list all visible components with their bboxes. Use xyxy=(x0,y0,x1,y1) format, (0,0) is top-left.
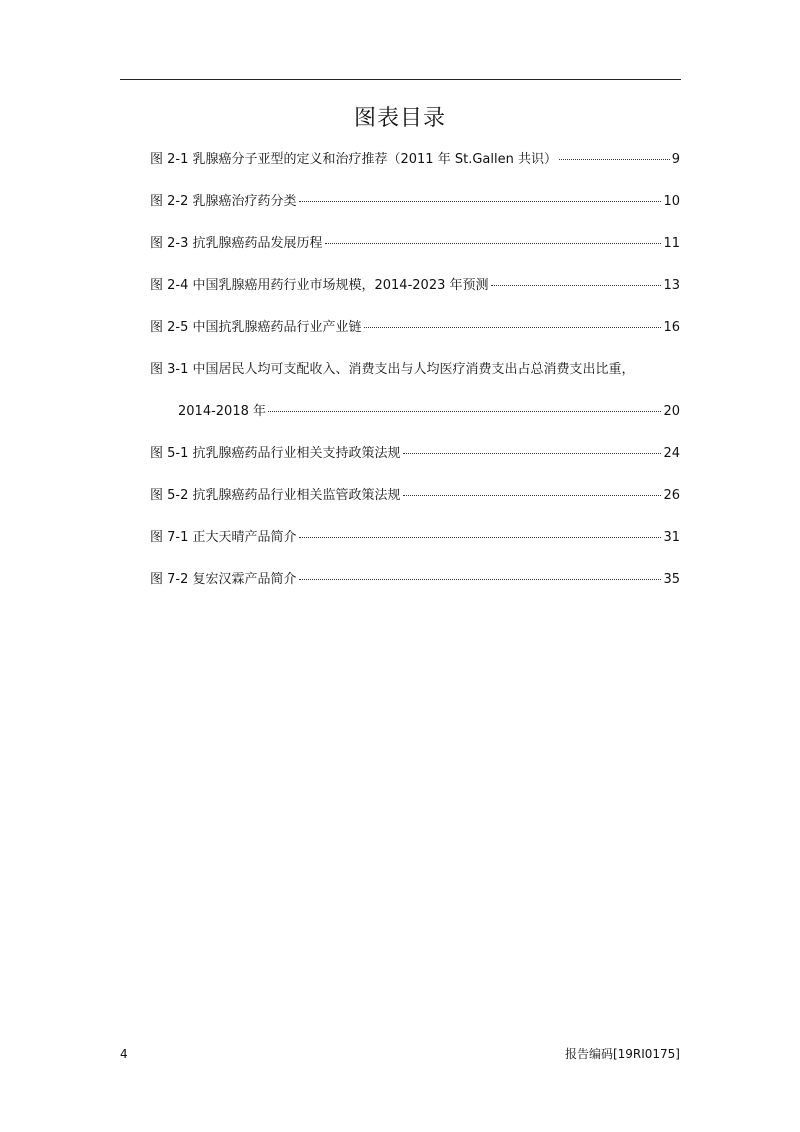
toc-entry-label: 图 3-1 中国居民人均可支配收入、消费支出与人均医疗消费支出占总消费支出比重， xyxy=(150,362,635,377)
toc-entry-page: 9 xyxy=(671,152,680,167)
toc-entry-label: 图 2-3 抗乳腺癌药品发展历程 xyxy=(150,236,323,251)
toc-leader-dots xyxy=(325,242,662,244)
toc-entry[interactable] xyxy=(150,192,680,212)
footer-page-number: 4 xyxy=(120,1047,128,1061)
toc-entry[interactable] xyxy=(150,570,680,590)
footer-report-code: 报告编码[19RI0175] xyxy=(564,1047,680,1061)
toc-leader-dots xyxy=(403,494,662,496)
toc-entry-label-continuation: 2014-2018 年 xyxy=(178,404,266,419)
toc-entry-label: 图 7-2 复宏汉霖产品简介 xyxy=(150,572,297,587)
toc-entry[interactable] xyxy=(150,444,680,464)
toc-entry-page: 35 xyxy=(663,572,680,587)
toc-leader-dots xyxy=(299,578,662,580)
toc-entry-first-line[interactable] xyxy=(150,360,680,380)
toc-entry-page: 16 xyxy=(663,320,680,335)
toc-entry[interactable] xyxy=(150,318,680,338)
toc-entry-page: 20 xyxy=(663,404,680,419)
toc-entry-label: 图 2-2 乳腺癌治疗药分类 xyxy=(150,194,297,209)
toc-leader-dots xyxy=(299,200,662,202)
toc-leader-dots xyxy=(299,536,662,538)
toc-entry-label: 图 2-4 中国乳腺癌用药行业市场规模，2014-2023 年预测 xyxy=(150,278,489,293)
toc-entry-page: 24 xyxy=(663,446,680,461)
toc-leader-dots xyxy=(268,410,661,412)
toc-entry[interactable] xyxy=(150,276,680,296)
toc-entry-label: 图 5-1 抗乳腺癌药品行业相关支持政策法规 xyxy=(150,446,401,461)
toc-entry-page: 31 xyxy=(663,530,680,545)
toc-leader-dots xyxy=(364,326,662,328)
toc-entry-page: 26 xyxy=(663,488,680,503)
toc-entry-continuation[interactable] xyxy=(178,402,680,422)
toc-entry[interactable] xyxy=(150,234,680,254)
toc-leader-dots xyxy=(491,284,662,286)
toc-entry-page: 10 xyxy=(663,194,680,209)
toc-entry-label: 图 7-1 正大天晴产品简介 xyxy=(150,530,297,545)
toc-leader-dots xyxy=(403,452,662,454)
toc-leader-dots xyxy=(559,158,670,160)
page-title: 图表目录 xyxy=(353,106,446,131)
toc-entry[interactable] xyxy=(150,486,680,506)
toc-entry-label: 图 2-5 中国抗乳腺癌药品行业产业链 xyxy=(150,320,362,335)
toc-entry-label: 图 2-1 乳腺癌分子亚型的定义和治疗推荐（2011 年 St.Gallen 共识） xyxy=(150,152,557,167)
toc-entry-page: 11 xyxy=(663,236,680,251)
toc-entry-page: 13 xyxy=(663,278,680,293)
toc-entry[interactable] xyxy=(150,528,680,548)
toc-entry-label: 图 5-2 抗乳腺癌药品行业相关监管政策法规 xyxy=(150,488,401,503)
toc-entry[interactable] xyxy=(150,150,680,170)
